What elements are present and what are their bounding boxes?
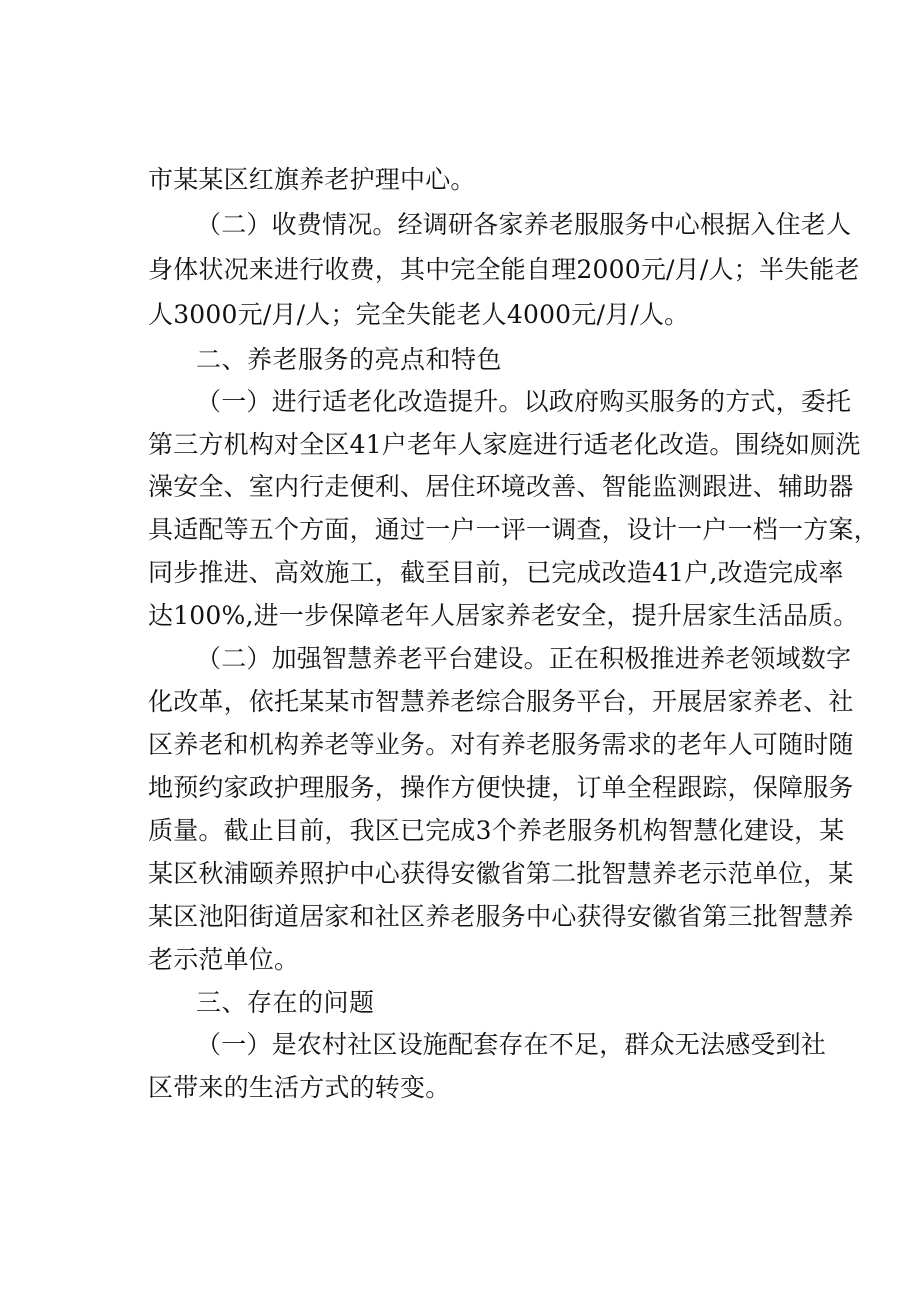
section-heading: 二、养老服务的亮点和特色: [196, 345, 503, 374]
paragraph-line: 人3000元/月/人；完全失能老人4000元/月/人。: [148, 300, 690, 329]
paragraph-line: 某区池阳街道居家和社区养老服务中心获得安徽省第三批智慧养: [148, 902, 854, 931]
paragraph-line: （一）进行适老化改造提升。以政府购买服务的方式，委托: [196, 387, 852, 416]
paragraph-line: 区养老和机构养老等业务。对有养老服务需求的老年人可随时随: [148, 730, 854, 759]
paragraph-line: （一）是农村社区设施配套存在不足，群众无法感受到社: [196, 1030, 827, 1059]
paragraph-line: （二）加强智慧养老平台建设。正在积极推进养老领域数字: [196, 644, 852, 673]
paragraph-line: 质量。截止目前，我区已完成3个养老服务机构智慧化建设，某: [148, 816, 845, 845]
paragraph-line: 市某某区红旗养老护理中心。: [148, 165, 476, 194]
paragraph-line: 达100%,进一步保障老年人居家养老安全，提升居家生活品质。: [148, 601, 859, 630]
paragraph-line: 同步推进、高效施工，截至目前，已完成改造41户,改造完成率: [148, 558, 844, 587]
paragraph-line: 老示范单位。: [148, 945, 300, 974]
paragraph-line: 某区秋浦颐养照护中心获得安徽省第二批智慧养老示范单位，某: [148, 859, 854, 888]
paragraph-line: 化改革，依托某某市智慧养老综合服务平台，开展居家养老、社: [148, 687, 854, 716]
paragraph-line: （二）收费情况。经调研各家养老服服务中心根据入住老人: [196, 210, 852, 239]
paragraph-line: 地预约家政护理服务，操作方便快捷，订单全程跟踪，保障服务: [148, 773, 854, 802]
paragraph-line: 具适配等五个方面，通过一户一评一调查，设计一户一档一方案，: [148, 515, 879, 544]
paragraph-line: 区带来的生活方式的转变。: [148, 1073, 451, 1102]
paragraph-line: 澡安全、室内行走便利、居住环境改善、智能监测跟进、辅助器: [148, 472, 854, 501]
section-heading: 三、存在的问题: [196, 988, 375, 1017]
paragraph-line: 第三方机构对全区41户老年人家庭进行适老化改造。围绕如厕洗: [148, 430, 861, 459]
paragraph-line: 身体状况来进行收费，其中完全能自理2000元/月/人；半失能老: [148, 255, 860, 284]
